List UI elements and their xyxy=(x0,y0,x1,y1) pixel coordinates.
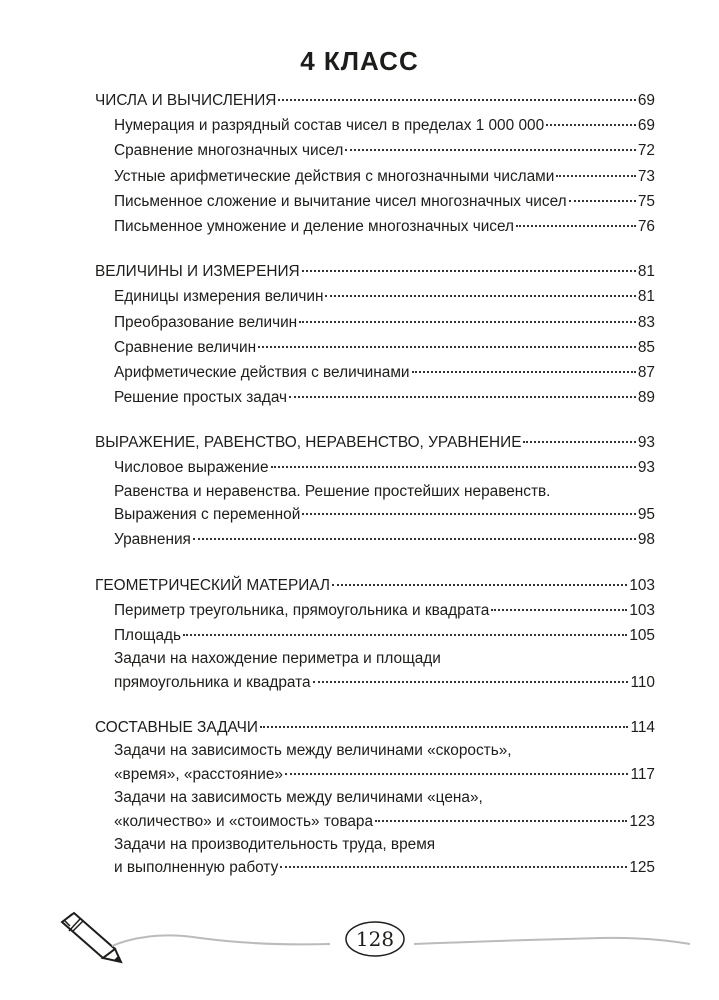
toc-entry-text: Сравнение величин xyxy=(114,338,257,356)
toc-entry-text: Единицы измерения величин xyxy=(114,288,324,306)
toc-entry-text: Решение простых задач xyxy=(114,389,288,407)
toc-entry-text: прямоугольника и квадрата xyxy=(114,673,311,691)
toc-entry-text: Устные арифметические действия с многозначными числами xyxy=(114,167,555,185)
toc-entry-page: 72 xyxy=(637,142,655,160)
dot-leader xyxy=(313,681,629,683)
dot-leader xyxy=(289,396,636,398)
dot-leader xyxy=(491,609,627,611)
toc-entry-text: и выполненную работу xyxy=(114,859,279,877)
dot-leader xyxy=(302,513,636,515)
toc-section-heading-page: 81 xyxy=(637,263,655,281)
toc-entry-page: 69 xyxy=(637,117,655,135)
toc-entry xyxy=(95,623,655,648)
toc-entry-page: 81 xyxy=(637,288,655,306)
toc-entry-line: Задачи на зависимость между величинами «скорость», xyxy=(114,742,512,760)
toc-entry-page: 125 xyxy=(629,859,655,877)
toc-entry xyxy=(95,527,655,552)
toc-entry-text: Площадь xyxy=(114,626,181,644)
toc-section-heading xyxy=(95,715,655,740)
page-number: 128 xyxy=(355,927,395,951)
toc-entry xyxy=(95,310,655,335)
toc-entry-text: Выражения с переменной xyxy=(114,506,301,524)
section-gap xyxy=(95,239,655,259)
toc-entry-text: Письменное сложение и вычитание чисел многозначных чисел xyxy=(114,192,567,210)
toc-entry-page: 93 xyxy=(637,459,655,477)
toc-entry-page: 117 xyxy=(630,765,655,783)
section-gap xyxy=(95,695,655,715)
dot-leader xyxy=(183,634,627,636)
toc-entry xyxy=(95,138,655,163)
dot-leader xyxy=(302,270,636,272)
toc-entry-page: 73 xyxy=(637,167,655,185)
toc-entry-page: 95 xyxy=(637,506,655,524)
toc-entry xyxy=(95,164,655,189)
toc-entry xyxy=(95,189,655,214)
toc-entry xyxy=(95,360,655,385)
toc-section-heading-text: ЧИСЛА И ВЫЧИСЛЕНИЯ xyxy=(95,92,277,109)
toc-entry-text: «время», «расстояние» xyxy=(114,765,283,783)
toc-entry-page: 103 xyxy=(629,601,655,619)
toc-entry-page: 89 xyxy=(637,389,655,407)
dot-leader xyxy=(375,820,627,822)
page-title: 4 КЛАСС xyxy=(300,46,419,76)
pencil-icon xyxy=(62,913,121,962)
toc-section-heading xyxy=(95,259,655,284)
toc-entry-text: Нумерация и разрядный состав чисел в пределах 1 000 000 xyxy=(114,117,545,135)
toc-entry-page: 110 xyxy=(630,673,655,691)
toc-entry-text: Уравнения xyxy=(114,531,191,549)
toc-entry xyxy=(95,385,655,410)
toc-entry-page: 123 xyxy=(629,812,655,830)
toc-entry xyxy=(95,284,655,309)
toc-entry-text: Арифметические действия с величинами xyxy=(114,363,410,381)
dot-leader xyxy=(285,773,629,775)
dot-leader xyxy=(516,225,636,227)
toc-entry xyxy=(95,809,655,834)
section-gap xyxy=(95,553,655,573)
toc-section-heading-text: ВЕЛИЧИНЫ И ИЗМЕРЕНИЯ xyxy=(95,263,300,281)
section-gap xyxy=(95,410,655,430)
toc-entry-line: Задачи на нахождение периметра и площади xyxy=(114,650,441,668)
dot-leader xyxy=(569,200,636,202)
decorative-swoosh xyxy=(112,935,330,946)
toc-entry xyxy=(95,855,655,880)
toc-entry xyxy=(95,670,655,695)
toc-entry xyxy=(95,762,655,787)
dot-leader xyxy=(260,726,629,728)
toc-entry xyxy=(95,335,655,360)
dot-leader xyxy=(556,175,636,177)
toc-entry-line: Равенства и неравенства. Решение простейших неравенств. xyxy=(114,482,551,500)
toc-entry-page: 98 xyxy=(637,531,655,549)
dot-leader xyxy=(546,124,636,126)
toc-section-heading-page: 114 xyxy=(630,718,655,736)
toc-section-heading xyxy=(95,573,655,598)
dot-leader xyxy=(345,149,636,151)
toc-entry-text: Сравнение многозначных чисел xyxy=(114,142,344,160)
dot-leader xyxy=(280,866,627,868)
toc-entry-text: Преобразование величин xyxy=(114,313,298,331)
toc-entry-page: 83 xyxy=(637,313,655,331)
toc-entry xyxy=(95,455,655,480)
toc-section-heading-text: СОСТАВНЫЕ ЗАДАЧИ xyxy=(95,718,258,736)
toc-entry xyxy=(95,598,655,623)
dot-leader xyxy=(193,538,636,540)
toc-entry-text: «количество» и «стоимость» товара xyxy=(114,812,374,830)
toc-entry-page: 105 xyxy=(629,626,655,644)
toc-entry-page: 85 xyxy=(637,338,655,356)
toc-section-heading xyxy=(95,88,655,113)
dot-leader xyxy=(271,466,636,468)
toc-entry-line: Задачи на производительность труда, время xyxy=(114,835,436,853)
toc-section-heading-page: 93 xyxy=(637,434,655,452)
toc-entry-page: 76 xyxy=(637,217,655,235)
dot-leader xyxy=(325,295,635,297)
dot-leader xyxy=(523,441,635,443)
dot-leader xyxy=(332,584,627,586)
toc-entry-page: 75 xyxy=(637,192,655,210)
toc-section-heading-text: ВЫРАЖЕНИЕ, РАВЕНСТВО, НЕРАВЕНСТВО, УРАВНЕНИЕ xyxy=(95,434,522,452)
toc-entry-page: 87 xyxy=(637,363,655,381)
dot-leader xyxy=(278,99,636,101)
toc-section-heading xyxy=(95,430,655,455)
dot-leader xyxy=(412,371,636,373)
dot-leader xyxy=(299,321,636,323)
toc-section-heading-text: ГЕОМЕТРИЧЕСКИЙ МАТЕРИАЛ xyxy=(95,576,330,594)
table-of-contents xyxy=(95,88,655,880)
toc-entry-text: Числовое выражение xyxy=(114,459,269,477)
toc-entry xyxy=(95,214,655,239)
toc-entry-text: Письменное умножение и деление многозначных чисел xyxy=(114,217,515,235)
toc-entry xyxy=(95,502,655,527)
toc-section-heading-page: 69 xyxy=(637,92,655,109)
toc-entry-line: Задачи на зависимость между величинами «цена», xyxy=(114,788,483,806)
toc-entry xyxy=(95,113,655,138)
toc-entry-text: Периметр треугольника, прямоугольника и квадрата xyxy=(114,601,490,619)
dot-leader xyxy=(258,346,636,348)
toc-section-heading-page: 103 xyxy=(629,576,655,594)
